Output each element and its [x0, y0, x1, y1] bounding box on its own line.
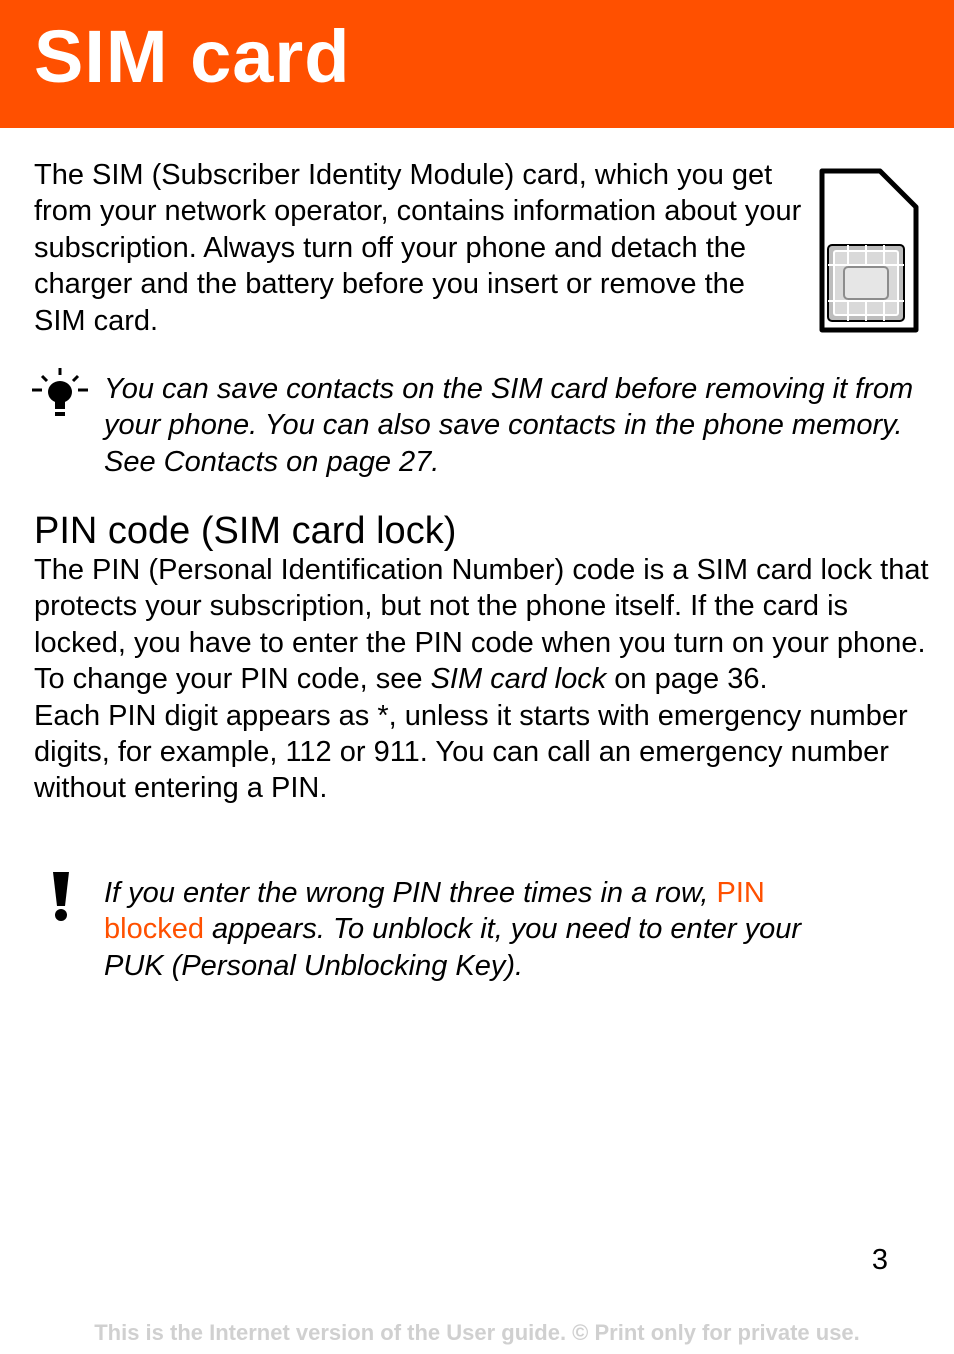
- intro-paragraph: The SIM (Subscriber Identity Module) card, which you get from your network operator, contains information about your subscription. Always turn off your phone and detach the charger and the battery before you insert or remove the SIM card.: [34, 159, 802, 337]
- sim-card-lock-reference: SIM card lock: [430, 663, 607, 696]
- page-title: SIM card: [34, 15, 351, 98]
- pin-paragraph-1: [34, 552, 934, 698]
- pin-paragraph-2: Each PIN digit appears as *, unless it starts with emergency number digits, for example, 112 or 911. You can call an emergency number without entering a PIN.: [34, 699, 908, 805]
- sim-card-icon: [814, 167, 920, 337]
- lightbulb-icon: [30, 368, 90, 420]
- warning-note-text: [104, 875, 804, 984]
- exclamation-icon: [46, 870, 76, 922]
- pin-paragraph-1-end: on page 36.: [606, 663, 768, 696]
- pin-blocked-label: PIN blocked: [104, 877, 765, 946]
- header-bar: [0, 0, 954, 128]
- page-number: 3: [871, 1244, 888, 1276]
- footer-notice: This is the Internet version of the User guide. © Print only for private use.: [94, 1320, 860, 1345]
- warning-note-start: If you enter the wrong PIN three times in a row,: [104, 877, 717, 909]
- section-heading: PIN code (SIM card lock): [34, 510, 457, 552]
- pin-paragraph-1-start: The PIN (Personal Identification Number) code is a SIM card lock that protects your subscription, but not the phone itself. If the card is locked, you have to enter the PIN code when you turn on your phone. To change your PIN code, see: [34, 554, 929, 696]
- pin-section-body: [34, 552, 934, 807]
- warning-note-end: appears. To unblock it, you need to enter your PUK (Personal Unblocking Key).: [104, 913, 802, 982]
- tip-note-text: You can save contacts on the SIM card before removing it from your phone. You can also save contacts in the phone memory. See Contacts on page 27.: [104, 373, 914, 478]
